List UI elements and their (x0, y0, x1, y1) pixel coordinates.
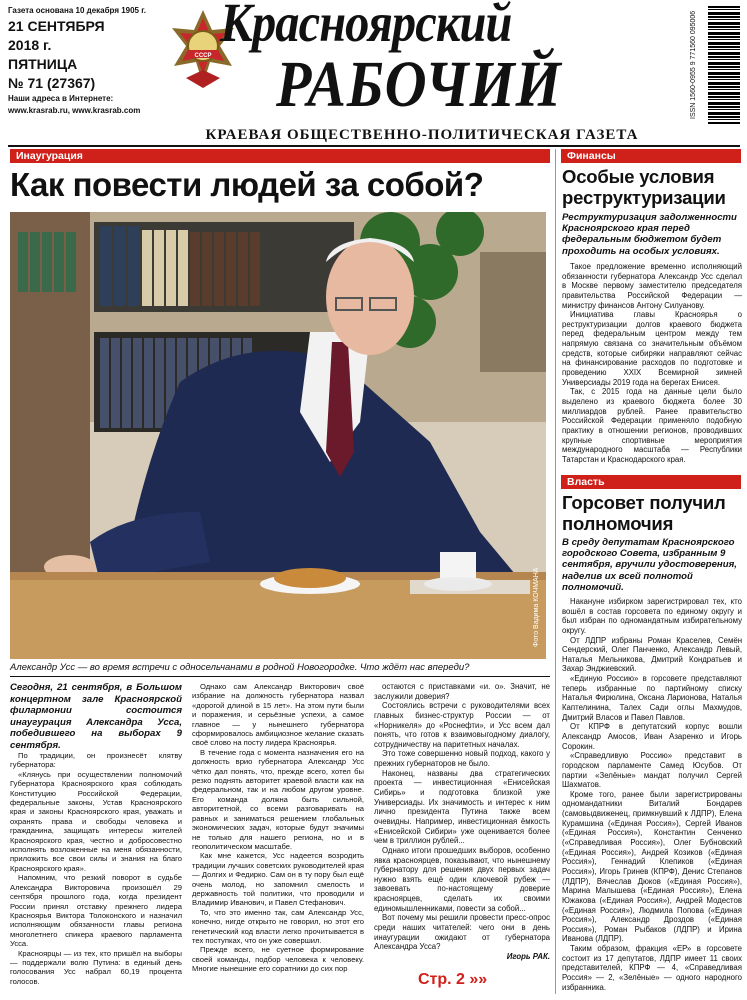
finance-lead: Реструктуризация задолженности Красноярского края перед федеральным бюджетом будет проходить на особых условиях. (562, 212, 737, 257)
author-signature: Игорь РАК. (506, 951, 550, 961)
article-paragraph: Прежде всего, не суетное формирование своей команды, подбор человека к человеку. Многие нынешние его соратники до сих пор (192, 945, 364, 974)
power-lead: В среду депутатам Красноярского городского Совета, избранным 9 сентября, вручили удостоверения, наделив их всей полнотой полномочий. (562, 537, 737, 593)
power-paragraph: Накануне избирком зарегистрировал тех, кто вошёл в состав горсовета по единому округу и был избран по одномандатным избирательному округу. (562, 597, 742, 635)
founded-note: Газета основана 10 декабря 1905 г. (8, 6, 146, 15)
masthead (0, 0, 747, 146)
masthead-rule (8, 145, 740, 147)
article-paragraph: Красноярцы — из тех, кто пришёл на выборы — поддержали волю Путина: в единый день голосования Усс набрал 60,19 процента голосов. (10, 948, 182, 986)
tagline: КРАЕВАЯ ОБЩЕСТВЕННО-ПОЛИТИЧЕСКАЯ ГАЗЕТА (205, 127, 639, 143)
issue-number: № 71 (27367) (8, 75, 96, 91)
article-lead: Сегодня, 21 сентября, в Большом концертном зале Красноярской филармонии состоится инаугурация Александра Усса, победившего на выборах 9 сентября. (10, 682, 182, 751)
article-paragraph: Наконец, названы два стратегических проекта — инвестиционная «Енисейская Сибирь» и подготовка близкой уже Универсиады. Их значимость и интерес к ним лично президента Путина также всем очевидны. Например, инвестиционная ёмкость «Енисейской Сибири» уже оценивается более чем в триллион рублей... (374, 768, 550, 846)
article-paragraph: В течение года с момента назначения его на должность врио губернатора Александр Усс чётко дал понять, что, прежде всего, хотел бы резко поднять авторитет краевой власти как на федеральном, так и на любом другом уровне. Его команда должна быть сильной, авторитетной, со всеми разговаривать на равных и заниматься решением глобальных экономических задач, которые будут значимы не только для нашего региона, но и в геополитическом масштабе. (192, 747, 364, 851)
power-paragraph: От КПРФ в депутатский корпус вошли Александр Амосов, Иван Азаренко и Игорь Сорокин. (562, 722, 742, 751)
main-headline[interactable]: Как повести людей за собой? (10, 166, 484, 203)
continued-page-link[interactable]: Стр. 2 »» (418, 971, 488, 988)
power-paragraph: «Единую Россию» в горсовете представляют теперь избранные по партийному списку Наталья Фирюлина, Оксана Ларионова, Наталья Каптелинина, Талех Сади оглы Махмудов, Дмитрий Власов и Павел Павлов. (562, 674, 742, 722)
power-headline[interactable]: Горсовет получил полномочия (562, 492, 726, 534)
article-column-2 (192, 682, 364, 974)
photo-caption: Александр Усс — во время встречи с односельчанами в родной Новогородке. Что ждёт нас впереди? (10, 662, 470, 673)
web-urls[interactable]: www.krasrab.ru, www.krasrab.com (8, 106, 141, 115)
main-photo (10, 212, 546, 659)
power-paragraph: «Справедливую Россию» представит в городском парламенте Самед Юсубов. От партии «Зелёные» мандат получил Сергей Шахматов. (562, 751, 742, 790)
issn-number: ISSN 1560-0955 9 771560 095006 (690, 10, 697, 120)
article-paragraph: Однако итоги прошедших выборов, особенно явка красноярцев, показывают, что нынешнему губернатору для решения двух первых задач нужно взять ещё один ключевой рубеж — завоевать по-настоящему доверие красноярцев, сделать их своими единомышленниками, повести за собой... (374, 845, 550, 913)
article-paragraph: Вот почему мы решили провести пресс-опрос среди наших читателей: чего они в день инаугурации ожидают от губернатора Александра Усса? (374, 913, 550, 952)
barcode-icon (708, 6, 740, 124)
article-column-1 (10, 682, 182, 986)
article-paragraph: То, что это именно так, сам Александр Усс, конечно, нигде открыто не говорил, но этот его генетический код власти легко прочитывается в тех поступках, что он уже совершил. (192, 907, 364, 945)
article-paragraph: остаются с приставками «и. о». Значит, не заслужили доверия? (374, 682, 550, 701)
newspaper-title-line2: РАБОЧИЙ (276, 48, 562, 121)
power-paragraph: От ЛДПР избраны Роман Краселев, Семён Сендерский, Олег Панченко, Александр Левый, Наталья Мельникова, Дмитрий Кондратьев и Захар Энджиевский. (562, 635, 742, 674)
finance-paragraph: Такое предложение временно исполняющий обязанности губернатора Александр Усс сделал в Москве первому заместителю председателя правительства Российской Федерации — министру финансов Антону Силуанову. (562, 262, 742, 310)
finance-body (562, 262, 742, 464)
rubric-power: Власть (561, 475, 741, 489)
rubric-main: Инаугурация (10, 149, 550, 163)
emblem-label: СССР (194, 53, 212, 59)
article-paragraph: Это тоже совершенно новый подход, какого у прежних губернаторов не было. (374, 749, 550, 769)
web-label: Наши адреса в Интернете: (8, 94, 114, 103)
article-paragraph: Однако сам Александр Викторович своё избрание на должность губернатора назвал «дорогой длиной в 15 лет». На этом пути были и поражения, и серьёзные успехи, а самое главное — у нынешнего губернатора сформировалось амбициозное желание сказать своё слово на посту лидера Красноярья. (192, 682, 364, 748)
sidebar-divider (555, 149, 556, 994)
rubric-finance: Финансы (561, 149, 741, 163)
portrait-photo-illustration (10, 212, 546, 659)
article-paragraph: Как мне кажется, Усс надеется возродить традиции лучших советских руководителей края — Долгих и Федирко. Сам он в ту пору был ещё очень молод, но запомнил смелость и державность той политики, что проводили и Владимир Иванович, и Павел Стефанович. (192, 851, 364, 908)
article-column-3 (374, 682, 550, 962)
article-paragraph: Состоялись встречи с руководителями всех главных бизнес-структур России — от «Норникеля» до «Роснефти», и Усс всем дал понять, что готов к взаимовыгодному диалогу, сотрудничеству на паритетных началах. (374, 701, 550, 749)
issue-year: 2018 г. (8, 37, 52, 53)
finance-headline[interactable]: Особые условия реструктуризации (562, 166, 726, 208)
finance-paragraph: Инициатива главы Красноярья о реструктуризации долгов краевого бюджета перед федеральным центром между тем напрямую связана со значительным объёмом средств, которые сибиряки направляют сейчас на финансирование расходов по подготовке и проведению XXIX Всемирной зимней Универсиады 2019 года на берегах Енисея. (562, 310, 742, 387)
caption-rule (10, 676, 550, 677)
photo-credit: Фото Вадима КОЧМАНА (533, 567, 540, 647)
newspaper-title-line1: Красноярский (220, 0, 512, 53)
issue-info (8, 6, 156, 115)
power-paragraph: Таким образом, фракция «ЕР» в горсовете состоит из 17 депутатов, ЛДПР имеет 11 своих представителей, КПРФ — 4, «Справедливая Россия» — 2, «Зелёные» — одного народного избранника. (562, 944, 742, 992)
finance-paragraph: Так, с 2015 года на данные цели было выделено из краевого бюджета более 30 миллиардов рублей. Ранее правительство Российской Федерации применяло подобную практику в отношении регионов, проводивших крупные спортивные мероприятия международного масштаба — Республики Татарстан и Краснодарского края. (562, 387, 742, 464)
power-body (562, 597, 742, 992)
article-paragraph: «Клянусь при осуществлении полномочий Губернатора Красноярского края соблюдать Конституцию Российской Федерации, федеральные законы, Устав Красноярского края и законы Красноярского края, уважать и охранять права и свободы человека и гражданина, защищать интересы жителей Красноярского края, честно и добросовестно исполнять возложенные на меня обязанности, приложить все свои силы и знания на благо Красноярского края». (10, 769, 182, 873)
issue-weekday: ПЯТНИЦА (8, 56, 78, 72)
article-paragraph: Напомним, что резкий поворот в судьбе Александра Викторовича произошёл 29 сентября прошлого года, когда президент России принял отставку прежнего лидера Красноярья Виктора Толоконского и назначил исполняющим обязанности главы региона многолетнего спикера краевого парламента Усса. (10, 873, 182, 949)
power-paragraph: Кроме того, ранее были зарегистрированы одномандатники Виталий Бондарев (самовыдвиженец, примкнувший к ЛДПР), Елена Курамшина («Единая Россия»), Сергей Иванов («Единая Россия»), Константин Сенченко («Справедливая Россия»), Олег Бубновский («Единая Россия»), Андрей Козиков («Единая Россия»), Геннадий Клепиков («Единая Россия»), Игорь Гринев (КПРФ), Денис Степанов (ЛДПР), Вячеслав Дюков («Единая Россия»), Марина Малышева («Единая Россия»), Елена Южакова («Единая Россия»), Андрей Модестов («Единая Россия»), Людмила Попова («Единая Россия»), Александр Дроздов («Единая Россия»), Роман Рыбаков (ЛДПР) и Ирина Иванова (ЛДПР). (562, 789, 742, 944)
article-paragraph: По традиции, он произнесёт клятву губернатора: (10, 751, 182, 770)
issue-date: 21 СЕНТЯБРЯ (8, 18, 105, 34)
